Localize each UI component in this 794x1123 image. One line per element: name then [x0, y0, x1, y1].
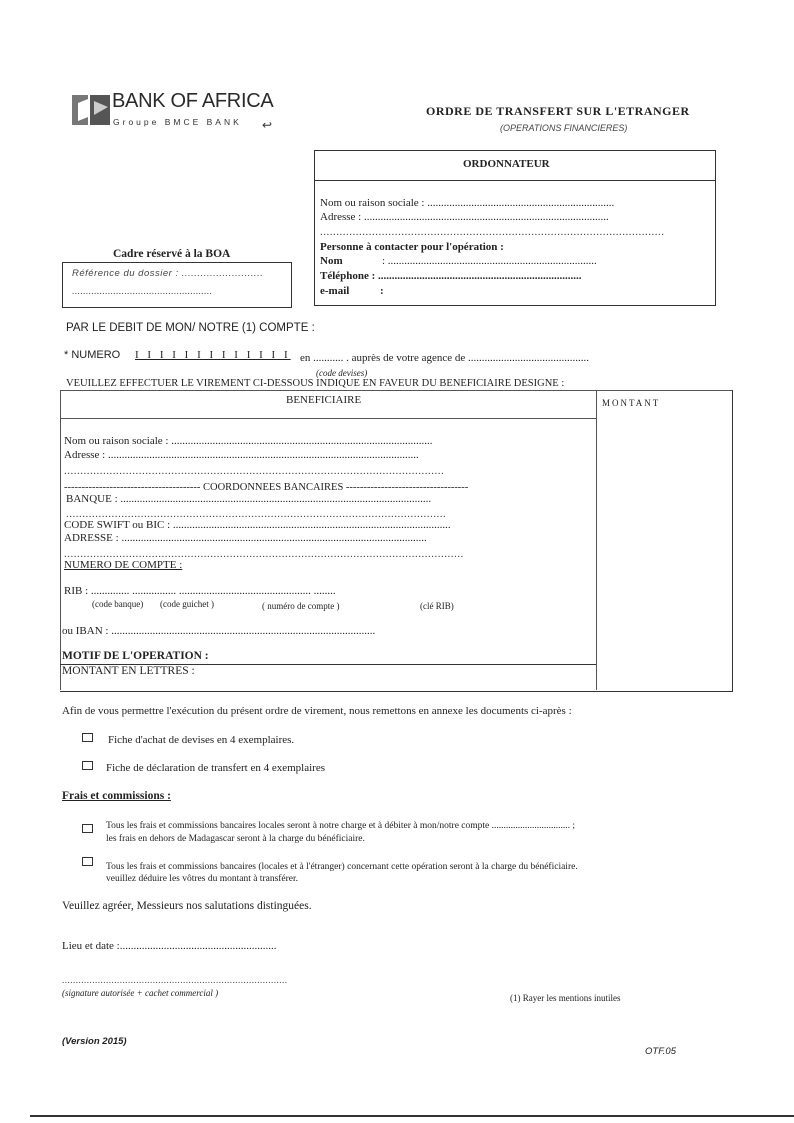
beneficiary-title: BENEFICIAIRE — [286, 394, 362, 406]
doc1-label: Fiche d'achat de devises en 4 exemplaires. — [108, 734, 295, 746]
fees-option2-line2: veuillez déduire les vôtres du montant à transférer. — [106, 874, 299, 884]
operation-reason-field[interactable]: MOTIF DE L'OPERATION : — [62, 650, 209, 662]
beneficiary-address-field[interactable]: Adresse : ................................................................................................................. — [64, 449, 419, 461]
transfer-instruction: VEUILLEZ EFFECTUER LE VIREMENT CI-DESSOUS INDIQUE EN FAVEUR DU BENEFICIAIRE DESIGNE : — [66, 378, 565, 389]
strike-note: (1) Rayer les mentions inutiles — [510, 993, 621, 1003]
ordonnateur-divider — [314, 180, 715, 181]
boa-reference-dots: ................................................... — [72, 286, 213, 296]
debit-account-heading: PAR LE DEBIT DE MON/ NOTRE (1) COMPTE : — [66, 322, 315, 334]
signature-dots[interactable]: .................................................................................. — [62, 975, 288, 985]
bank-address-field[interactable]: ADRESSE : ............................................................................................................... — [64, 532, 427, 544]
beneficiary-address-line2[interactable]: ..................................................................................................................... — [64, 465, 445, 477]
ordonnateur-contact-heading: Personne à contacter pour l'opération : — [320, 241, 504, 253]
rib-key-hint: (clé RIB) — [420, 601, 454, 611]
bank-group: Groupe BMCE BANK — [113, 117, 242, 127]
bank-details-heading: --------------------------------------- COORDONNEES BANCAIRES ----------------------------------- — [64, 482, 469, 493]
rib-bank-code-hint: (code banque) — [92, 599, 144, 609]
ordonnateur-address-line2[interactable]: .......................................................................................................... — [320, 226, 665, 238]
form-code: OTF.05 — [645, 1046, 676, 1057]
beneficiary-left-border — [60, 390, 61, 690]
fees-heading: Frais et commissions : — [62, 790, 171, 802]
logo-swoosh-icon: ↩ — [262, 118, 273, 132]
signature-hint: (signature autorisée + cachet commercial ) — [62, 988, 219, 998]
account-number-label: * NUMERO — [64, 349, 121, 361]
ordonnateur-email-colon[interactable]: : — [380, 285, 384, 297]
amount-column-title: MONTANT — [602, 398, 661, 408]
ordonnateur-contact-name-field[interactable]: : ............................................................................ — [382, 255, 597, 267]
document-subtitle: (OPERATIONS FINANCIERES) — [500, 123, 628, 133]
doc2-label: Fiche de déclaration de transfert en 4 exemplaires — [106, 762, 325, 774]
beneficiary-header-divider — [60, 418, 596, 419]
bank-logo-icon — [72, 95, 110, 125]
amount-column-divider — [596, 390, 597, 690]
fees-option1-line2: les frais en dehors de Madagascar seront à la charge du bénéficiaire. — [106, 834, 365, 844]
fees-option1-checkbox[interactable] — [82, 824, 93, 833]
bank-field[interactable]: BANQUE : ................................................................................................................. — [66, 493, 432, 505]
boa-box-title: Cadre réservé à la BOA — [113, 248, 231, 260]
account-number-heading: NUMERO DE COMPTE : — [64, 559, 183, 571]
rib-branch-code-hint: (code guichet ) — [160, 599, 214, 609]
currency-code-hint: (code devises) — [316, 368, 368, 378]
swift-bic-field[interactable]: CODE SWIFT ou BIC : ..................................................................................................... — [64, 519, 451, 531]
rib-field[interactable]: RIB : .............. ................ ................................................ ........ — [64, 585, 336, 597]
ordonnateur-phone-field[interactable]: Téléphone : .......................................................................... — [320, 270, 582, 282]
annex-intro: Afin de vous permettre l'exécution du présent ordre de virement, nous remettons en annexe les documents ci-après : — [62, 705, 572, 717]
fees-option1-line1: Tous les frais et commissions bancaires locales seront à notre charge et à débiter à mon/notre compte ................................. ; — [106, 821, 576, 831]
amount-in-words-field[interactable]: MONTANT EN LETTRES : — [62, 665, 195, 677]
beneficiary-name-field[interactable]: Nom ou raison sociale : ............................................................................................... — [64, 435, 433, 447]
currency-agency-field[interactable]: en ........... . auprès de votre agence de ............................................ — [300, 352, 589, 364]
doc2-checkbox[interactable] — [82, 761, 93, 770]
ordonnateur-name-field[interactable]: Nom ou raison sociale : .................................................................... — [320, 197, 615, 209]
boa-reference-field[interactable]: Référence du dossier : .......................... — [72, 268, 264, 279]
ordonnateur-address-field[interactable]: Adresse : ......................................................................................... — [320, 211, 609, 223]
bank-address-line2[interactable]: ........................................................................................................................... — [64, 548, 464, 560]
page-bottom-edge — [30, 1115, 794, 1117]
rib-account-number-hint: ( numéro de compte ) — [262, 601, 340, 611]
fees-option2-line1: Tous les frais et commissions bancaires (locales et à l'étranger) concernant cette opération seront à la charge du bénéficiaire. — [106, 862, 578, 872]
fees-option2-checkbox[interactable] — [82, 857, 93, 866]
iban-field[interactable]: ou IBAN : ................................................................................................ — [62, 625, 376, 637]
bank-line2[interactable]: ..................................................................................................................... — [66, 508, 447, 520]
version-label: (Version 2015) — [62, 1036, 127, 1047]
ordonnateur-email-label: e-mail — [320, 285, 350, 297]
closing-salutation: Veuillez agréer, Messieurs nos salutations distinguées. — [62, 900, 312, 912]
doc1-checkbox[interactable] — [82, 733, 93, 742]
place-date-field[interactable]: Lieu et date :......................................................... — [62, 940, 277, 952]
document-title: ORDRE DE TRANSFERT SUR L'ETRANGER — [426, 104, 690, 118]
bank-name: BANK OF AFRICA — [112, 90, 274, 112]
ordonnateur-title: ORDONNATEUR — [463, 158, 550, 170]
ordonnateur-contact-name-label: Nom — [320, 255, 343, 267]
account-number-boxes[interactable]: I I I I I I I I I I I I I — [135, 349, 291, 361]
